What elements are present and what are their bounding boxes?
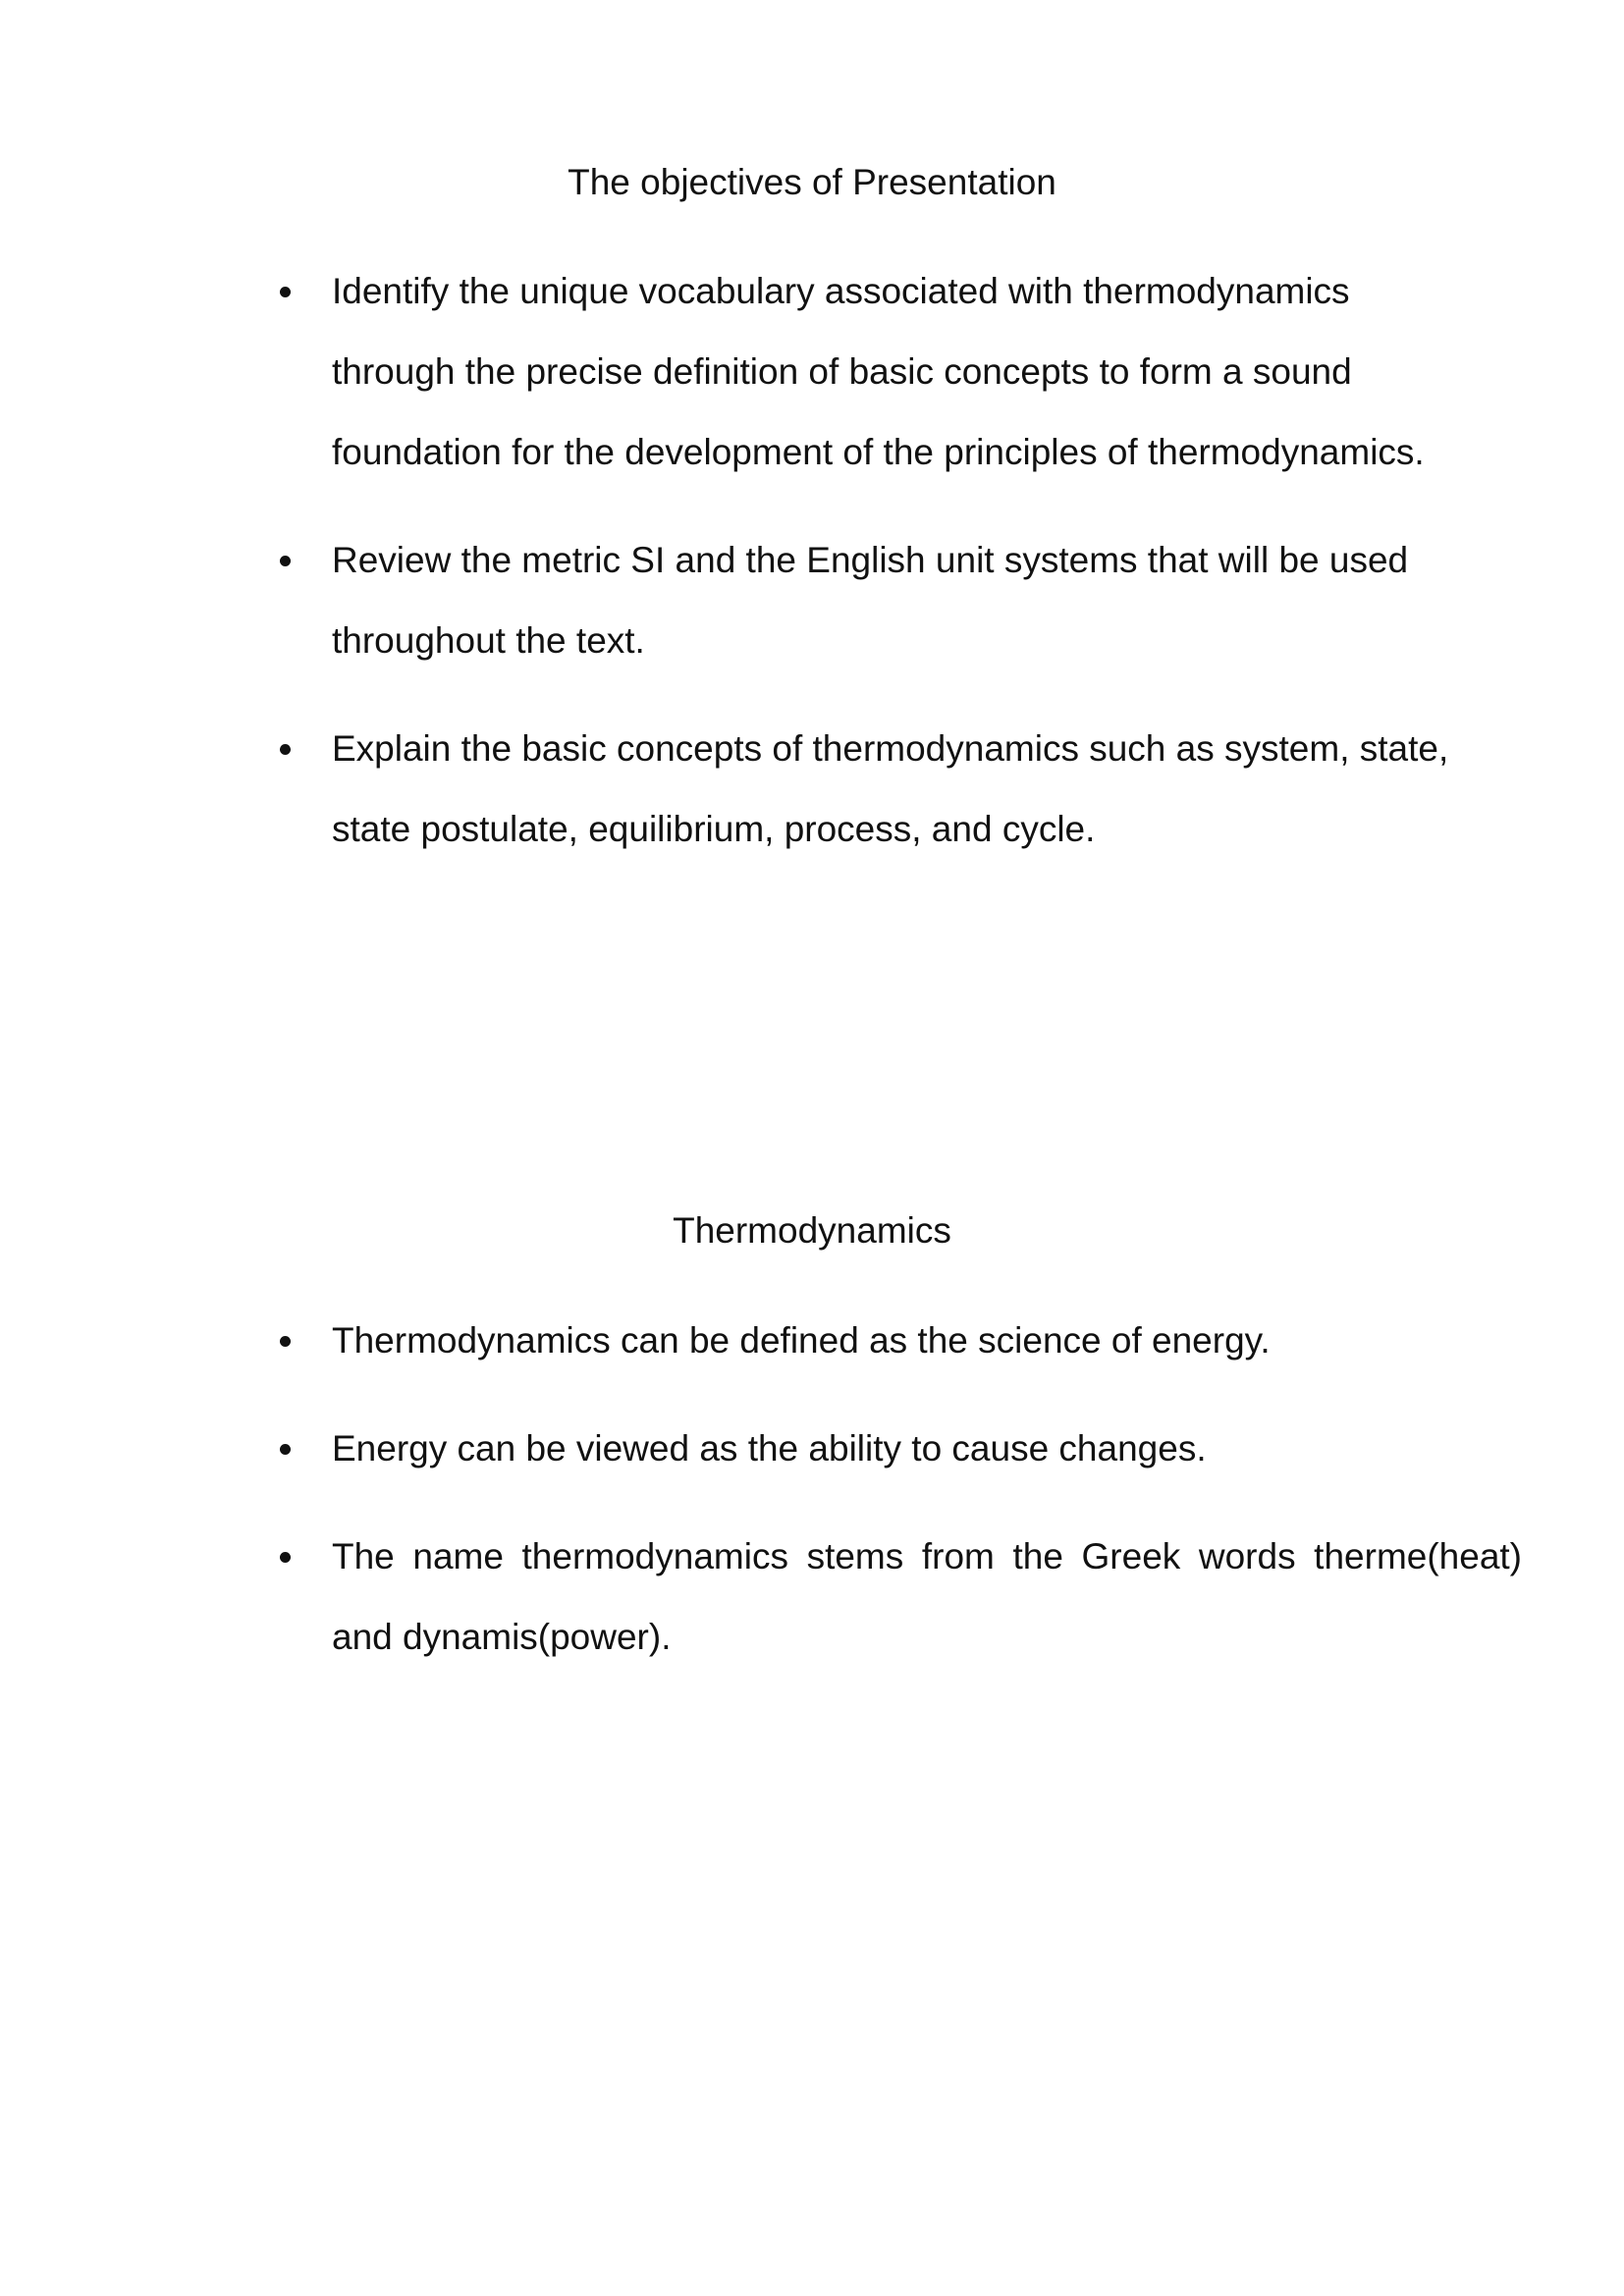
list-item-text: Energy can be viewed as the ability to cause changes. [332,1428,1207,1468]
list-item-text: Identify the unique vocabulary associated with thermodynamics through the precise definition of basic concepts to form a sound foundation for the development of the principles of thermodynamics. [332,271,1425,472]
section-title-objectives: The objectives of Presentation [568,162,1056,202]
objectives-list [280,251,1478,897]
thermodynamics-list [280,1301,1522,1705]
list-item [280,1301,1522,1381]
list-item [280,1517,1522,1678]
list-item-text: Review the metric SI and the English unit systems that will be used throughout the text. [332,540,1409,661]
list-item-text: The name thermodynamics stems from the Greek words therme(heat) and dynamis(power). [332,1536,1522,1657]
bullet-icon [280,744,291,755]
list-item [280,251,1478,493]
bullet-icon [280,556,291,566]
list-item-text: Explain the basic concepts of thermodynamics such as system, state, state postulate, equilibrium, process, and cycle. [332,728,1449,849]
bullet-icon [280,1444,291,1455]
bullet-icon [280,287,291,297]
bullet-icon [280,1552,291,1563]
bullet-icon [280,1336,291,1347]
section-title-thermodynamics: Thermodynamics [673,1210,951,1251]
list-item-text: Thermodynamics can be defined as the science of energy. [332,1320,1271,1361]
list-item [280,520,1478,681]
list-item [280,709,1478,870]
list-item [280,1409,1522,1489]
